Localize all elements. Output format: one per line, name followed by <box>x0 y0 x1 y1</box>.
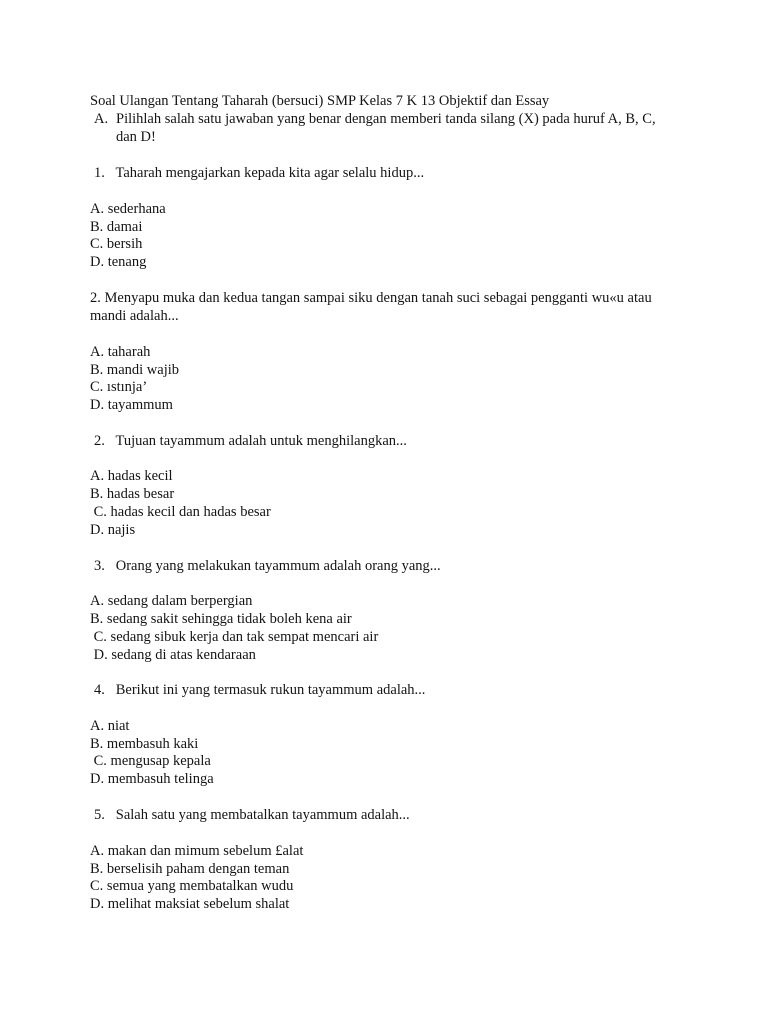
option-c: C. ıstınja’ <box>90 379 148 395</box>
question-prompt: 3. Orang yang melakukan tayammum adalah orang yang... <box>94 558 441 574</box>
option-b: B. sedang sakit sehingga tidak boleh kena air <box>90 611 352 627</box>
option-c: C. hadas kecil dan hadas besar <box>90 504 271 520</box>
question-prompt-line-2: mandi adalah... <box>90 308 179 324</box>
option-c: C. semua yang membatalkan wudu <box>90 878 294 894</box>
document-title: Soal Ulangan Tentang Taharah (bersuci) SMP Kelas 7 K 13 Objektif dan Essay <box>90 93 550 109</box>
option-d: D. tenang <box>90 254 147 270</box>
option-b: B. damai <box>90 219 143 235</box>
option-b: B. membasuh kaki <box>90 736 199 752</box>
question-prompt: 5. Salah satu yang membatalkan tayammum adalah... <box>94 807 410 823</box>
option-a: A. sederhana <box>90 201 166 217</box>
question-prompt: 2. Tujuan tayammum adalah untuk menghilangkan... <box>94 433 407 449</box>
option-a: A. taharah <box>90 344 151 360</box>
option-b: B. mandi wajib <box>90 362 180 378</box>
question-prompt: 4. Berikut ini yang termasuk rukun tayammum adalah... <box>94 682 426 698</box>
question-prompt: 1. Taharah mengajarkan kepada kita agar selalu hidup... <box>94 165 425 181</box>
option-a: A. niat <box>90 718 130 734</box>
option-c: C. mengusap kepala <box>90 753 211 769</box>
option-c: C. sedang sibuk kerja dan tak sempat mencari air <box>90 629 379 645</box>
option-d: D. membasuh telinga <box>90 771 214 787</box>
option-d: D. tayammum <box>90 397 173 413</box>
instruction-line-1: Pilihlah salah satu jawaban yang benar dengan memberi tanda silang (X) pada huruf A, B, C, <box>116 111 656 127</box>
section-marker: A. <box>94 111 109 127</box>
option-c: C. bersih <box>90 236 143 252</box>
instruction-line-2: dan D! <box>116 129 156 145</box>
option-a: A. makan dan mimum sebelum £alat <box>90 843 304 859</box>
option-b: B. berselisih paham dengan teman <box>90 861 290 877</box>
option-d: D. sedang di atas kendaraan <box>90 647 256 663</box>
option-b: B. hadas besar <box>90 486 175 502</box>
option-d: D. melihat maksiat sebelum shalat <box>90 896 290 912</box>
option-a: A. hadas kecil <box>90 468 173 484</box>
option-a: A. sedang dalam berpergian <box>90 593 253 609</box>
question-prompt-line-1: 2. Menyapu muka dan kedua tangan sampai siku dengan tanah suci sebagai pengganti wu«u atau <box>90 290 652 306</box>
option-d: D. najis <box>90 522 136 538</box>
